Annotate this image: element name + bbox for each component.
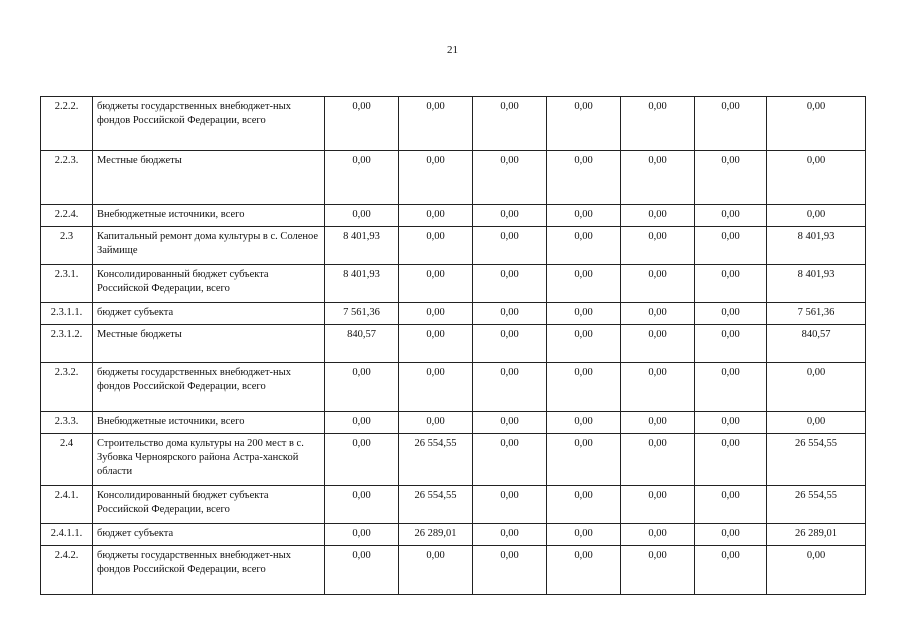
total-cell: 840,57 <box>767 325 866 363</box>
value-cell: 0,00 <box>547 546 621 595</box>
value-cell: 0,00 <box>473 265 547 303</box>
total-cell: 26 554,55 <box>767 434 866 486</box>
value-cell: 0,00 <box>547 524 621 546</box>
value-cell: 0,00 <box>473 97 547 151</box>
total-cell: 0,00 <box>767 546 866 595</box>
row-name: бюджет субъекта <box>93 303 325 325</box>
value-cell: 840,57 <box>325 325 399 363</box>
value-cell: 0,00 <box>621 524 695 546</box>
value-cell: 0,00 <box>325 412 399 434</box>
row-name: бюджет субъекта <box>93 524 325 546</box>
value-cell: 0,00 <box>473 412 547 434</box>
total-cell: 0,00 <box>767 151 866 205</box>
value-cell: 0,00 <box>399 363 473 412</box>
table-row <box>41 265 866 303</box>
table-row <box>41 97 866 151</box>
row-code: 2.4.1.1. <box>41 524 93 546</box>
value-cell: 0,00 <box>695 151 767 205</box>
value-cell: 0,00 <box>621 265 695 303</box>
value-cell: 0,00 <box>325 434 399 486</box>
table-row <box>41 151 866 205</box>
value-cell: 8 401,93 <box>325 265 399 303</box>
value-cell: 0,00 <box>399 205 473 227</box>
total-cell: 8 401,93 <box>767 227 866 265</box>
value-cell: 0,00 <box>547 303 621 325</box>
row-code: 2.2.2. <box>41 97 93 151</box>
value-cell: 0,00 <box>473 524 547 546</box>
row-name: Строительство дома культуры на 200 мест в с. Зубовка Черноярского района Астра-ханской области <box>93 434 325 486</box>
value-cell: 0,00 <box>547 97 621 151</box>
row-name: бюджеты государственных внебюджет-ных фондов Российской Федерации, всего <box>93 546 325 595</box>
value-cell: 0,00 <box>473 363 547 412</box>
table-row <box>41 363 866 412</box>
value-cell: 0,00 <box>621 205 695 227</box>
row-code: 2.4 <box>41 434 93 486</box>
value-cell: 0,00 <box>399 325 473 363</box>
value-cell: 0,00 <box>325 524 399 546</box>
value-cell: 0,00 <box>621 227 695 265</box>
value-cell: 0,00 <box>473 434 547 486</box>
table-row <box>41 486 866 524</box>
value-cell: 0,00 <box>695 97 767 151</box>
row-code: 2.3.1.1. <box>41 303 93 325</box>
value-cell: 0,00 <box>399 97 473 151</box>
value-cell: 0,00 <box>621 412 695 434</box>
value-cell: 0,00 <box>621 434 695 486</box>
row-name: Местные бюджеты <box>93 151 325 205</box>
table-row <box>41 434 866 486</box>
value-cell: 0,00 <box>621 303 695 325</box>
row-name: Местные бюджеты <box>93 325 325 363</box>
table-row <box>41 303 866 325</box>
value-cell: 0,00 <box>325 486 399 524</box>
table-row <box>41 524 866 546</box>
row-code: 2.3.1. <box>41 265 93 303</box>
value-cell: 0,00 <box>325 97 399 151</box>
row-code: 2.4.1. <box>41 486 93 524</box>
value-cell: 0,00 <box>695 486 767 524</box>
value-cell: 0,00 <box>621 546 695 595</box>
value-cell: 0,00 <box>473 325 547 363</box>
budget-table <box>40 96 866 595</box>
value-cell: 0,00 <box>547 227 621 265</box>
value-cell: 0,00 <box>547 486 621 524</box>
row-name: бюджеты государственных внебюджет-ных фондов Российской Федерации, всего <box>93 97 325 151</box>
value-cell: 0,00 <box>695 303 767 325</box>
row-code: 2.3.2. <box>41 363 93 412</box>
row-code: 2.3 <box>41 227 93 265</box>
table-row <box>41 412 866 434</box>
value-cell: 0,00 <box>695 524 767 546</box>
value-cell: 0,00 <box>547 151 621 205</box>
total-cell: 0,00 <box>767 205 866 227</box>
row-code: 2.2.4. <box>41 205 93 227</box>
value-cell: 7 561,36 <box>325 303 399 325</box>
row-name: Внебюджетные источники, всего <box>93 205 325 227</box>
value-cell: 0,00 <box>547 434 621 486</box>
value-cell: 0,00 <box>695 546 767 595</box>
value-cell: 0,00 <box>473 546 547 595</box>
row-name: Консолидированный бюджет субъекта Российской Федерации, всего <box>93 486 325 524</box>
value-cell: 0,00 <box>547 265 621 303</box>
table-row <box>41 227 866 265</box>
value-cell: 26 554,55 <box>399 486 473 524</box>
value-cell: 0,00 <box>399 412 473 434</box>
row-name: Внебюджетные источники, всего <box>93 412 325 434</box>
value-cell: 8 401,93 <box>325 227 399 265</box>
value-cell: 0,00 <box>547 205 621 227</box>
value-cell: 0,00 <box>695 363 767 412</box>
value-cell: 0,00 <box>325 546 399 595</box>
value-cell: 0,00 <box>325 205 399 227</box>
table-row <box>41 325 866 363</box>
value-cell: 0,00 <box>547 363 621 412</box>
value-cell: 0,00 <box>325 363 399 412</box>
row-name: бюджеты государственных внебюджет-ных фондов Российской Федерации, всего <box>93 363 325 412</box>
row-code: 2.3.3. <box>41 412 93 434</box>
total-cell: 8 401,93 <box>767 265 866 303</box>
table-row <box>41 546 866 595</box>
value-cell: 0,00 <box>695 325 767 363</box>
value-cell: 0,00 <box>621 363 695 412</box>
value-cell: 0,00 <box>621 151 695 205</box>
value-cell: 0,00 <box>695 227 767 265</box>
value-cell: 0,00 <box>695 265 767 303</box>
value-cell: 26 289,01 <box>399 524 473 546</box>
row-name: Капитальный ремонт дома культуры в с. Соленое Займище <box>93 227 325 265</box>
page-number: 21 <box>447 44 458 56</box>
value-cell: 0,00 <box>621 325 695 363</box>
value-cell: 0,00 <box>695 205 767 227</box>
total-cell: 0,00 <box>767 97 866 151</box>
table-row <box>41 205 866 227</box>
value-cell: 0,00 <box>695 434 767 486</box>
value-cell: 0,00 <box>473 486 547 524</box>
value-cell: 0,00 <box>473 151 547 205</box>
value-cell: 0,00 <box>399 546 473 595</box>
value-cell: 0,00 <box>473 227 547 265</box>
row-code: 2.3.1.2. <box>41 325 93 363</box>
value-cell: 0,00 <box>473 303 547 325</box>
value-cell: 0,00 <box>399 265 473 303</box>
value-cell: 0,00 <box>695 412 767 434</box>
value-cell: 0,00 <box>547 325 621 363</box>
value-cell: 0,00 <box>325 151 399 205</box>
value-cell: 0,00 <box>621 97 695 151</box>
total-cell: 0,00 <box>767 363 866 412</box>
value-cell: 0,00 <box>399 227 473 265</box>
total-cell: 0,00 <box>767 412 866 434</box>
value-cell: 0,00 <box>547 412 621 434</box>
row-name: Консолидированный бюджет субъекта Российской Федерации, всего <box>93 265 325 303</box>
total-cell: 26 289,01 <box>767 524 866 546</box>
value-cell: 0,00 <box>399 151 473 205</box>
total-cell: 26 554,55 <box>767 486 866 524</box>
value-cell: 0,00 <box>621 486 695 524</box>
value-cell: 0,00 <box>473 205 547 227</box>
row-code: 2.2.3. <box>41 151 93 205</box>
row-code: 2.4.2. <box>41 546 93 595</box>
total-cell: 7 561,36 <box>767 303 866 325</box>
value-cell: 26 554,55 <box>399 434 473 486</box>
value-cell: 0,00 <box>399 303 473 325</box>
